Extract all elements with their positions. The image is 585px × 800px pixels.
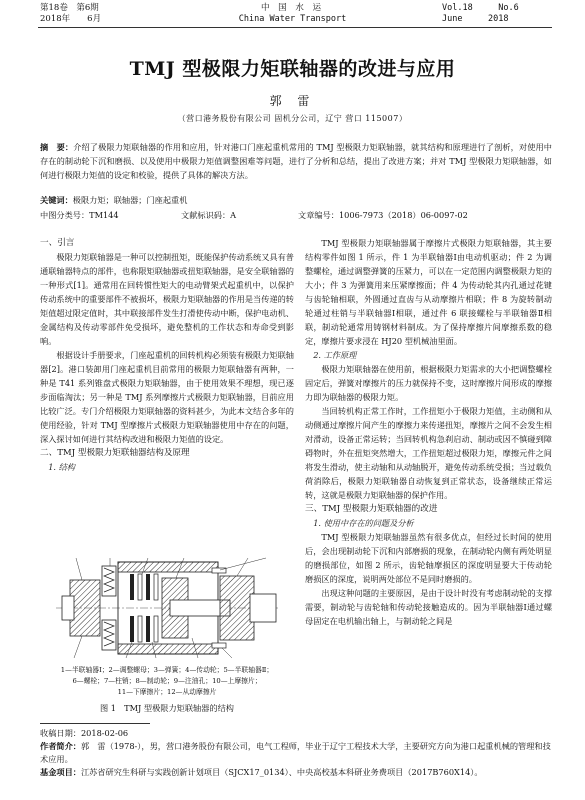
header-volume-en: Vol.18 No.6: [442, 3, 519, 13]
coupling-cross-section-svg: [52, 556, 284, 660]
document-code: 文献标识码：A: [181, 210, 237, 220]
legend-line: 1—半联轴器Ⅰ；2—调整螺母；3—弹簧；4—传动轮；5—半联轴器Ⅱ；: [60, 666, 274, 674]
paragraph: 出现这种问题的主要原因，是由于设计时没有考虑制动轮的支撑需要，制动轮与齿轮轴和传动轮接触造成的。因为半联轴器Ⅰ通过螺母固定在电机输出轴上，与制动轮之间是: [305, 588, 552, 626]
subsection-heading-problems: 1. 使用中存在的问题及分析: [313, 518, 414, 528]
abstract: [40, 140, 552, 182]
header-journal-cn: 中 国 水 运: [260, 3, 325, 13]
fund-label: 基金项目：: [40, 767, 81, 777]
fund-text: 江苏省研究生科研与实践创新计划项目（SJCX17_0134）、中央高校基本科研业务费项目（2017B760X14）。: [80, 767, 483, 777]
paragraph: TMJ 型极限力矩联轴器虽然有很多优点，但经过长时间的使用后，会出现制动轮下沉和内部磨损的现象，在制动轮内侧有两处明显的磨损部位，如图 2 所示，齿轮轴摩损区的深度明显要大于传动轮磨损区的深度，说明两处部位不是同时磨损的。: [305, 532, 552, 584]
paragraph: TMJ 型极限力矩联轴器属于摩擦片式极限力矩联轴器，其主要结构零件如图 1 所示，件 1 为半联轴器Ⅰ由电动机驱动；件 2 为调整螺栓，通过调整弹簧的压紧力，可以在一定范围内调整极限力矩的大小；件 3 为弹簧用来压紧摩擦面；件 4 为传动轮其内孔通过花键与齿轮轴相联，外圆通过直齿与从动摩擦片相联；件 8 为旋转制动轮通过柱销与半联轴器Ⅰ相联，通过件 6 联接螺栓与半联轴器Ⅱ相联，制动轮通常用铸钢材料制成。为了保持摩擦片间摩擦系数的稳定，摩擦片要求浸在 HJ20 型机械油里面。: [305, 238, 552, 346]
header-volume-cn: 第18卷 第6期: [40, 3, 99, 13]
clc-number: 中图分类号：TM144: [40, 210, 119, 220]
article-number: 文章编号：1006-7973（2018）06-0097-02: [298, 210, 468, 220]
figure-1-caption: 图 1 TMJ 型极限力矩联轴器的结构: [100, 703, 234, 713]
footnotes: [40, 727, 552, 779]
abstract-label: 摘 要：: [40, 142, 74, 152]
keywords-label: 关键词：: [40, 195, 73, 205]
left-column: [40, 236, 294, 474]
paragraph: 极限力矩联轴器是一种可以控制扭矩，既能保护传动系统又具有普通联轴器特点的部件，也称限矩联轴器或扭矩联轴器，是安全联轴器的一种形式[1]。通常用在回转惯性矩大的电动臂架式起重机中，以保护传动系统中的重要部件不被损坏，极限力矩联轴器的作用是当传递的转矩值超过限定值时，其中联接部件发生打滑使传动中断，保护电动机、金属结构及传动零部件免受损坏，避免整机的工作状态和寿命受到影响。: [40, 252, 294, 346]
footnote-rule: [40, 723, 150, 724]
header-date-en: June 2018: [442, 14, 509, 24]
header-journal-en: China Water Transport: [238, 14, 347, 24]
header-rule: [38, 27, 552, 28]
keywords: [40, 195, 187, 206]
fund-info: [40, 766, 552, 779]
section-heading-intro: 一、引言: [40, 238, 75, 248]
keywords-text: 极限力矩；联轴器；门座起重机: [72, 195, 188, 205]
legend-line: 11—下摩擦片；12—从动摩擦片: [117, 688, 217, 696]
section-heading-structure: 二、TMJ 型极限力矩联轴器结构及原理: [40, 448, 190, 458]
figure-1-legend: [40, 665, 294, 698]
subsection-heading-principle: 2. 工作原理: [313, 350, 357, 360]
author-bio-text: 郭 雷（1978-），男，营口港务股份有限公司，电气工程师，毕业于辽宁工程技术大学，主要研究方向为港口起重机械的管理和技术应用。: [40, 741, 551, 764]
subsection-heading-structure: 1. 结构: [48, 462, 75, 472]
paragraph: 当回转机构正常工作时，工作扭矩小于极限力矩值，主动侧和从动侧通过摩擦片间产生的摩擦力来传递扭矩，摩擦片之间不会发生相对滑动，设备正常运转；当回转机构急刹启动、制动或因不慎碰到障碍物时，外在扭矩突然增大，工作扭矩超过极限力矩，摩擦元件之间将发生滑动，使主动轴和从动轴脱开，避免传动系统受损；当过载负荷消除后，极限力矩联轴器自动恢复到正常状态，设备继续正常运转，这就是极限力矩联轴器的保护作用。: [305, 406, 552, 500]
affiliation: （营口港务股份有限公司 固机分公司，辽宁 营口 115007）: [177, 114, 408, 123]
paragraph: 根据设计手册要求，门座起重机的回转机构必须装有极限力矩联轴器[2]。港口装卸用门座起重机目前常用的极限力矩联轴器有两种，一种是 T41 系列锥盘式极限力矩联轴器，由于使用效果不理想，现已逐步面临淘汰；另一种是 TMJ 系列摩擦片式极限力矩联轴器，目前应用比较广泛。专门介绍极限力矩联轴器的资料甚少，为此本文结合多年的使用经验，针对 TMJ 型摩擦片式极限力矩联轴器使用中存在的问题，深入探讨如何进行其结构改进和极限力矩值的设定。: [40, 350, 294, 444]
legend-line: 6—螺栓；7—柱销；8—制动轮；9—注油孔；10—上摩擦片；: [72, 677, 262, 685]
author-bio: [40, 740, 552, 766]
paragraph: 极限力矩联轴器在使用前，根据极限力矩需求的大小把调整螺栓固定后，弹簧对摩擦片的压力就保持不变，这时摩擦片间形成的摩擦力即为联轴器的极限力矩。: [305, 364, 552, 402]
author-bio-label: 作者简介：: [40, 741, 81, 751]
author-name: 郭 雷: [269, 94, 316, 108]
section-heading-improvement: 三、TMJ 型极限力矩联轴器的改进: [305, 504, 438, 514]
abstract-text: 介绍了极限力矩联轴器的作用和应用，针对港口门座起重机常用的 TMJ 型极限力矩联轴器，就其结构和原理进行了剖析，对使用中存在的制动轮下沉和磨损、以及使用中极限力矩值调整困难等问题，进行了分析和总结，提出了改进方案；并对 TMJ 型极限力矩联轴器，如何进行极限力矩值的设定和校验，提供了具体的解决方法。: [40, 142, 552, 180]
received-date: 收稿日期：2018-02-06: [40, 728, 129, 738]
figure-1-drawing: [52, 556, 284, 660]
header-date-cn: 2018年 6月: [40, 14, 102, 24]
right-column: [305, 236, 552, 628]
page-title: TMJ 型极限力矩联轴器的改进与应用: [129, 58, 456, 80]
